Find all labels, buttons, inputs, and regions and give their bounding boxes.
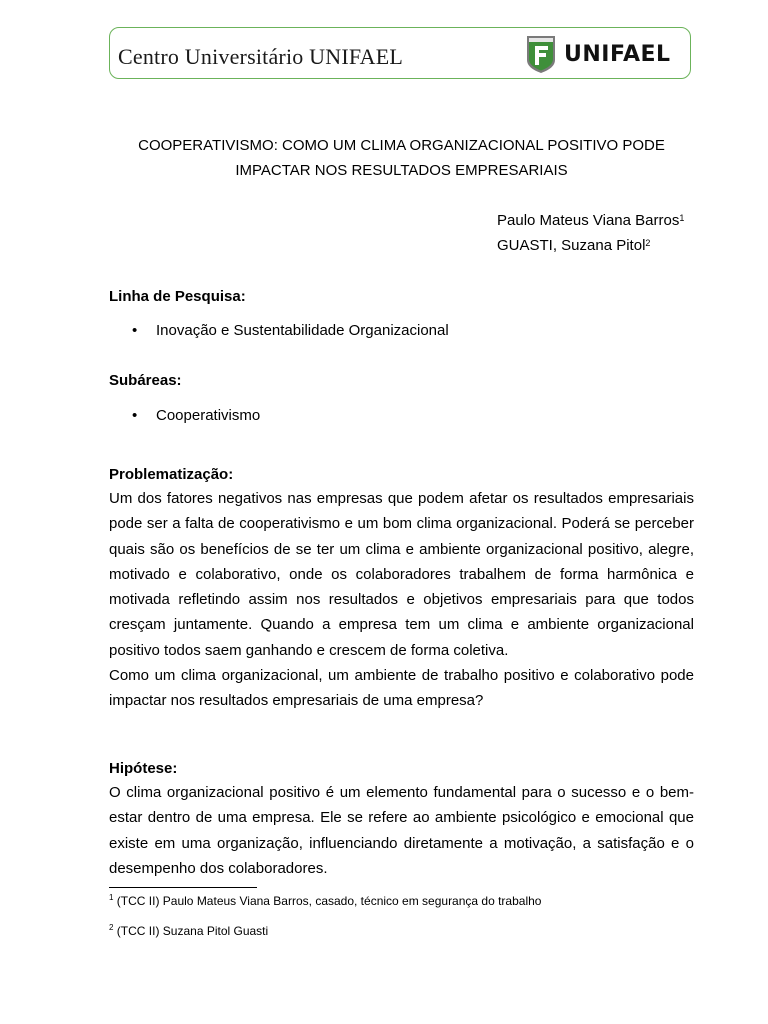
- problematizacao-body: [109, 486, 694, 714]
- subareas-heading: Subáreas:: [109, 372, 182, 389]
- page-header: [109, 27, 691, 79]
- title-line-1: COOPERATIVISMO: COMO UM CLIMA ORGANIZACIONAL POSITIVO PODE: [138, 137, 665, 154]
- author-1: [497, 208, 684, 233]
- shield-logo-icon: [526, 34, 556, 74]
- bullet-icon: •: [132, 407, 138, 424]
- problematizacao-paragraph-2: Como um clima organizacional, um ambiente de trabalho positivo e colaborativo pode impactar nos resultados empresariais de uma empresa?: [109, 667, 694, 710]
- institution-name: Centro Universitário UNIFAEL: [118, 44, 404, 69]
- author-2-name: GUASTI, Suzana Pitol: [497, 237, 646, 254]
- hipotese-paragraph-1: O clima organizacional positivo é um elemento fundamental para o sucesso e o bem-estar dentro de uma empresa. Ele se refere ao ambiente psicológico e emocional que existe em uma organização, influenciando diretamente a motivação, a satisfação e o desempenho dos colaboradores.: [109, 784, 694, 877]
- footnote-1: [109, 894, 541, 908]
- authors-block: [497, 208, 684, 258]
- linha-pesquisa-heading: Linha de Pesquisa:: [109, 288, 246, 305]
- title-line-2: IMPACTAR NOS RESULTADOS EMPRESARIAIS: [235, 162, 568, 179]
- hipotese-heading: Hipótese:: [109, 760, 178, 777]
- subareas-item: [132, 407, 260, 424]
- author-2: [497, 233, 684, 258]
- unifael-logo: [526, 34, 671, 74]
- footnote-separator: [109, 887, 257, 888]
- footnote-1-sup: 1: [109, 893, 114, 902]
- author-2-sup: 2: [645, 238, 651, 248]
- footnote-1-text: (TCC II) Paulo Mateus Viana Barros, casado, técnico em segurança do trabalho: [116, 894, 542, 908]
- author-1-name: Paulo Mateus Viana Barros: [497, 212, 680, 229]
- document-title: [109, 133, 694, 183]
- problematizacao-heading: Problematização:: [109, 466, 234, 483]
- hipotese-body: [109, 780, 694, 881]
- problematizacao-paragraph-1: Um dos fatores negativos nas empresas que podem afetar os resultados empresariais pode ser a falta de cooperativismo e um bom clima organizacional. Poderá se perceber quais são os benefícios de se ter um clima e ambiente organizacional positivo, alegre, motivado e colaborativo, onde os colaboradores trabalhem de forma harmônica e motivada refletindo assim nos resultados e objetivos empresariais para que todos cresçam juntamente. Quando a empresa tem um clima e ambiente organizacional positivo todos saem ganhando e crescem de forma coletiva.: [109, 490, 694, 659]
- logo-text: UNIFAEL: [564, 41, 671, 67]
- footnote-2: [109, 924, 268, 938]
- bullet-icon: •: [132, 322, 138, 339]
- linha-pesquisa-item: [132, 322, 449, 339]
- linha-pesquisa-item-text: Inovação e Sustentabilidade Organizacional: [156, 322, 449, 339]
- author-1-sup: 1: [679, 213, 685, 223]
- subareas-item-text: Cooperativismo: [156, 407, 261, 424]
- footnote-2-text: (TCC II) Suzana Pitol Guasti: [116, 924, 269, 938]
- footnote-2-sup: 2: [109, 923, 114, 932]
